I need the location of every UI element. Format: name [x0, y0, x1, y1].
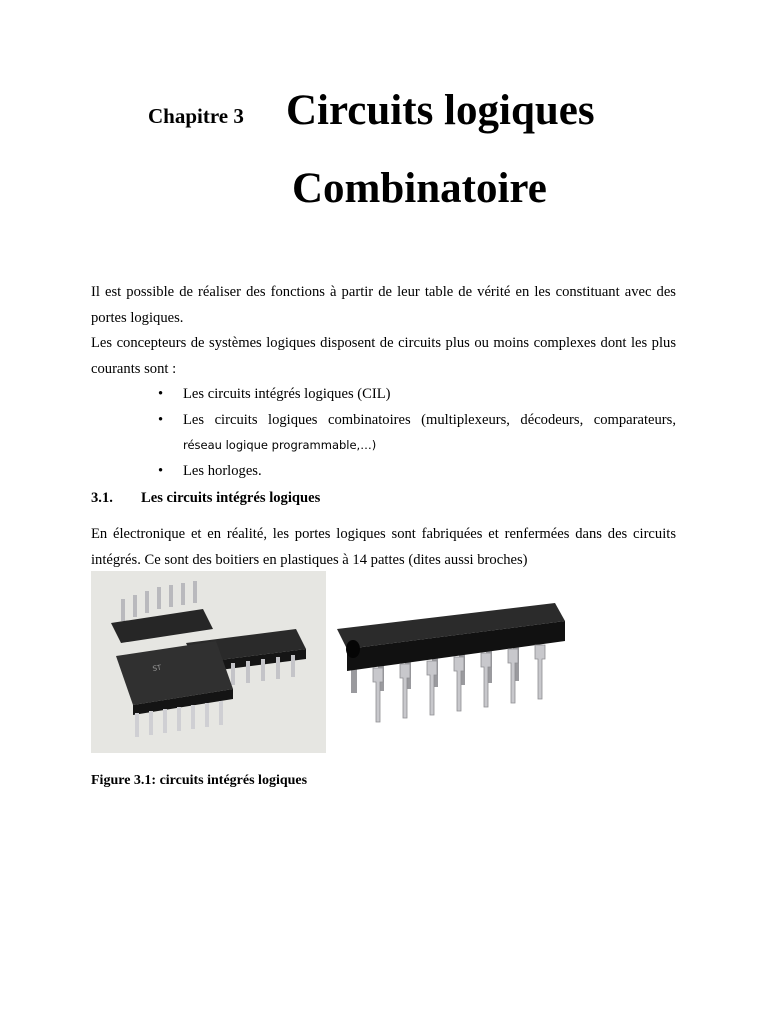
bullet-list — [91, 382, 676, 484]
chapter-title-line1: Circuits logiques — [286, 87, 595, 134]
chapter-title-line2: Combinatoire — [292, 165, 547, 212]
chip-photo-group — [91, 571, 326, 753]
figure — [91, 571, 571, 757]
list-item-text: Les circuits intégrés logiques (CIL) — [183, 386, 391, 402]
section-heading — [91, 486, 676, 522]
chip-dip14-illustration — [333, 591, 573, 756]
section-number: 3.1. — [91, 490, 113, 506]
list-item — [158, 382, 676, 408]
list-item — [158, 459, 676, 485]
paragraph-designers: Les concepteurs de systèmes logiques disposent de circuits plus ou moins complexes dont les plus courants sont : — [91, 335, 676, 377]
bullet-dot: • — [158, 411, 164, 428]
bullet-dot: • — [158, 386, 164, 402]
body-text — [91, 280, 676, 573]
bullet-dot: • — [158, 462, 164, 479]
paragraph-section: En électronique et en réalité, les portes logiques sont fabriquées et renfermées dans des circuits intégrés. Ce sont des boitiers en plastiques à 14 pattes (dites aussi broches) — [91, 526, 676, 568]
paragraph-intro: Il est possible de réaliser des fonctions à partir de leur table de vérité en les constituant avec des portes logiques. — [91, 284, 676, 326]
list-item-text: Les circuits logiques combinatoires (multiplexeurs, décodeurs, comparateurs, — [183, 411, 676, 428]
list-item-text-continued: réseau logique programmable,…) — [183, 438, 377, 452]
list-item-text: Les horloges. — [183, 462, 262, 479]
chapter-label: Chapitre 3 — [148, 104, 244, 128]
list-item — [158, 408, 676, 459]
figure-caption: Figure 3.1: circuits intégrés logiques — [91, 773, 308, 788]
section-title: Les circuits intégrés logiques — [141, 490, 321, 506]
svg-text:ST: ST — [151, 663, 162, 673]
